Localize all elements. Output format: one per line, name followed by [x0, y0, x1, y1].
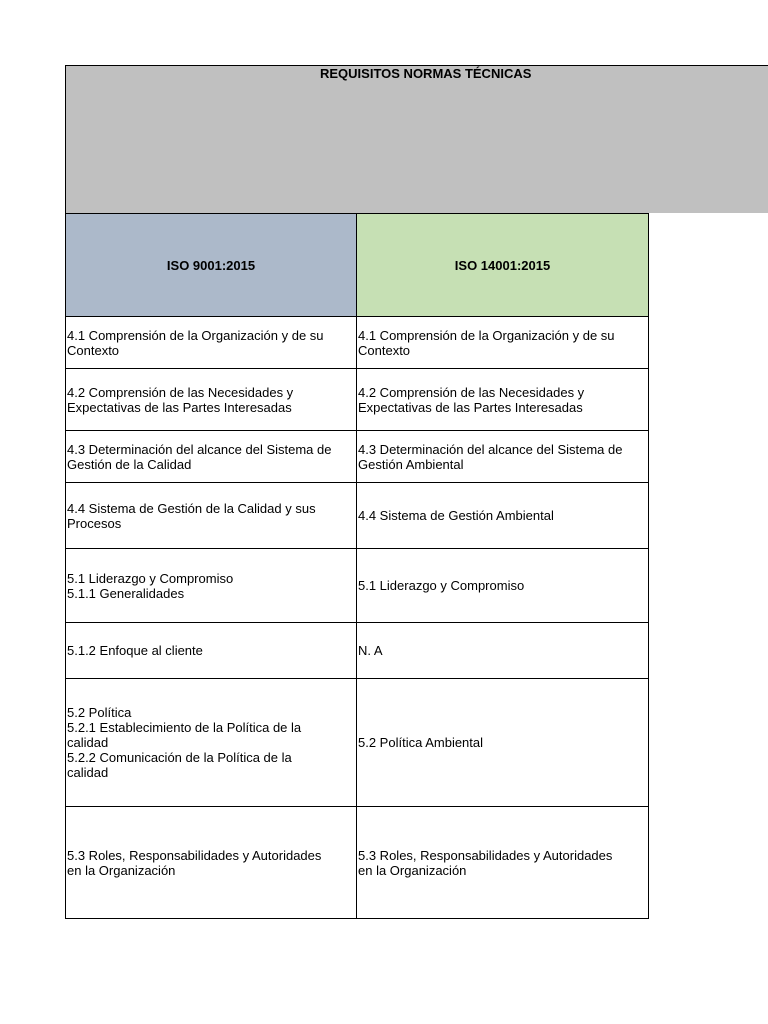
table-row — [66, 483, 649, 549]
table-row — [66, 369, 649, 431]
cell-line: 5.1.1 Generalidades — [67, 585, 185, 601]
table-row — [66, 431, 649, 483]
cell-line: calidad — [67, 735, 109, 750]
cell-line: Expectativas de las Partes Interesadas — [67, 399, 292, 415]
cell-line: Expectativas de las Partes Interesadas — [358, 399, 583, 415]
iso9001-cell — [66, 431, 357, 483]
cell-line: 5.2 Política Ambiental — [358, 735, 484, 750]
cell-line: 5.2 Política — [67, 705, 132, 720]
iso14001-cell — [357, 679, 649, 807]
table-row — [66, 549, 649, 623]
table-row — [66, 807, 649, 919]
cell-line: 4.3 Determinación del alcance del Sistema de — [358, 441, 623, 457]
cell-line: en la Organización — [67, 862, 176, 878]
iso9001-cell — [66, 679, 357, 807]
cell-line: Contexto — [67, 342, 120, 358]
cell-line: 4.2 Comprensión de las Necesidades y — [358, 384, 585, 400]
cell-line: 4.4 Sistema de Gestión de la Calidad y sus — [67, 500, 316, 516]
iso9001-cell — [66, 807, 357, 919]
cell-line: en la Organización — [358, 862, 467, 878]
cell-line: 5.2.1 Establecimiento de la Política de la — [67, 720, 302, 735]
iso14001-cell — [357, 807, 649, 919]
title-band — [65, 65, 768, 213]
cell-line: 5.3 Roles, Responsabilidades y Autoridades — [67, 847, 322, 863]
iso9001-cell — [66, 317, 357, 369]
iso14001-cell — [357, 369, 649, 431]
cell-line: 5.1 Liderazgo y Compromiso — [67, 570, 234, 586]
cell-line: 4.3 Determinación del alcance del Sistema de — [67, 441, 332, 457]
page-title: REQUISITOS NORMAS TÉCNICAS — [320, 66, 532, 81]
table-row — [66, 679, 649, 807]
iso9001-cell — [66, 369, 357, 431]
iso14001-cell — [357, 623, 649, 679]
cell-line: N. A — [358, 643, 383, 658]
cell-line: 4.2 Comprensión de las Necesidades y — [67, 384, 294, 400]
iso14001-cell — [357, 549, 649, 623]
cell-line: 5.2.2 Comunicación de la Política de la — [67, 750, 292, 765]
cell-line: 5.1.2 Enfoque al cliente — [67, 643, 203, 658]
column-header-iso9001: ISO 9001:2015 — [66, 214, 357, 317]
cell-line: 4.1 Comprensión de la Organización y de su — [67, 327, 324, 343]
table-row — [66, 317, 649, 369]
cell-line: 4.1 Comprensión de la Organización y de su — [358, 327, 615, 343]
iso14001-cell — [357, 317, 649, 369]
cell-line: 5.3 Roles, Responsabilidades y Autoridades — [358, 847, 613, 863]
cell-line: calidad — [67, 765, 109, 780]
column-header-iso14001: ISO 14001:2015 — [357, 214, 649, 317]
iso9001-cell — [66, 623, 357, 679]
header-row — [66, 214, 649, 317]
cell-line: Gestión Ambiental — [358, 456, 464, 472]
cell-line: Procesos — [67, 515, 122, 531]
cell-line: 4.4 Sistema de Gestión Ambiental — [358, 508, 554, 523]
table-row — [66, 623, 649, 679]
cell-line: 5.1 Liderazgo y Compromiso — [358, 578, 525, 593]
iso14001-cell — [357, 483, 649, 549]
cell-line: Gestión de la Calidad — [67, 456, 192, 472]
iso14001-cell — [357, 431, 649, 483]
cell-line: Contexto — [358, 342, 411, 358]
requirements-table — [65, 213, 649, 919]
iso9001-cell — [66, 549, 357, 623]
iso9001-cell — [66, 483, 357, 549]
